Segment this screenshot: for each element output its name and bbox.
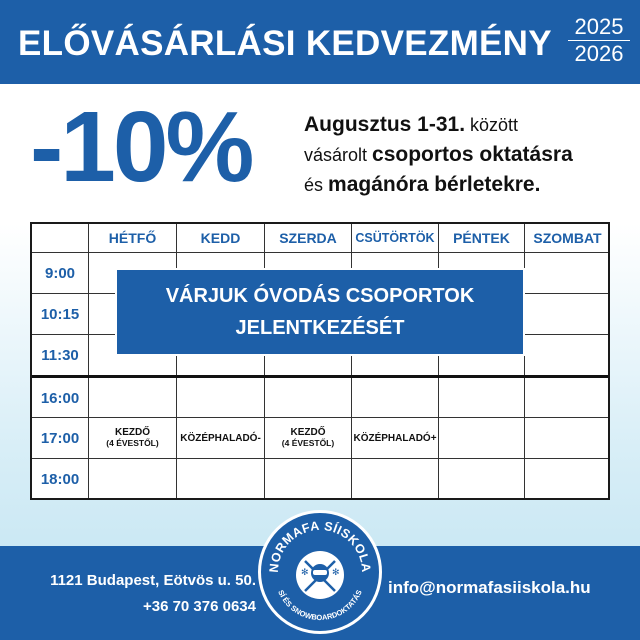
time-slot: 16:00 [40,390,80,407]
phone: +36 70 376 0634 [142,598,256,615]
day-thursday: CSÜTÖRTÖK [355,231,435,245]
day-tuesday: KEDD [200,230,241,246]
discount-percent: -10% [30,91,252,203]
class-level: KÖZÉPHALADÓ- [180,432,261,444]
promo-line1-rest: között [465,115,519,135]
promo-group: csoportos oktatásra [372,143,573,166]
time-slot: 17:00 [40,430,80,447]
logo-top-text: NORMAFA SÍISKOLA [266,518,374,574]
time-slot: 18:00 [40,471,80,488]
schedule-table [30,222,610,500]
day-wednesday: SZERDA [279,230,337,246]
promo-text [304,110,634,200]
class-level: KEZDŐ [290,427,326,438]
year-bottom: 2026 [574,41,624,66]
address: 1121 Budapest, Eötvös u. 50. [50,572,256,589]
contact-block [26,568,256,620]
email[interactable]: info@normafasiiskola.hu [388,578,591,597]
goggles-icon [313,570,327,575]
class-cell-monday [89,418,176,458]
promo-line2-pre: vásárolt [304,145,373,165]
season-year [568,14,630,67]
class-age: (4 ÉVESTŐL) [281,438,335,448]
school-logo [258,510,382,634]
banner-line1: VÁRJUK ÓVODÁS CSOPORTOK [165,285,475,307]
promo-line3-pre: és [304,175,329,195]
class-level: KEZDŐ [115,427,150,438]
promo-private: magánóra bérletekre. [328,173,541,196]
day-monday: HÉTFŐ [108,230,157,246]
time-slot: 10:15 [40,306,80,323]
class-cell-tuesday [177,418,264,458]
header-title: ELŐVÁSÁRLÁSI KEDVEZMÉNY [18,24,552,63]
header-bar [0,0,640,84]
day-friday: PÉNTEK [453,230,510,246]
logo-svg [261,513,379,631]
logo-bottom-text: SÍ ÉS SNOWBOARDOKTATÁS [276,588,364,623]
grid-line [32,458,608,459]
class-age: (4 ÉVESTŐL) [106,438,159,448]
banner-line2: JELENTKEZÉSÉT [235,317,405,339]
day-saturday: SZOMBAT [533,230,602,246]
snowflake-icon: ✻ [301,567,309,577]
grid-line [32,252,608,253]
grid-line [438,224,439,498]
time-slot: 11:30 [41,347,79,364]
year-top: 2025 [568,14,630,41]
kindergarten-banner [115,268,525,356]
class-cell-wednesday [265,418,351,458]
grid-line [524,224,525,498]
snowflake-icon: ✻ [332,567,340,577]
time-slot: 9:00 [44,265,76,282]
class-level: KÖZÉPHALADÓ+ [353,432,437,444]
grid-divider [32,375,608,378]
promo-date: Augusztus 1-31. [304,113,466,136]
class-cell-thursday [352,418,438,458]
